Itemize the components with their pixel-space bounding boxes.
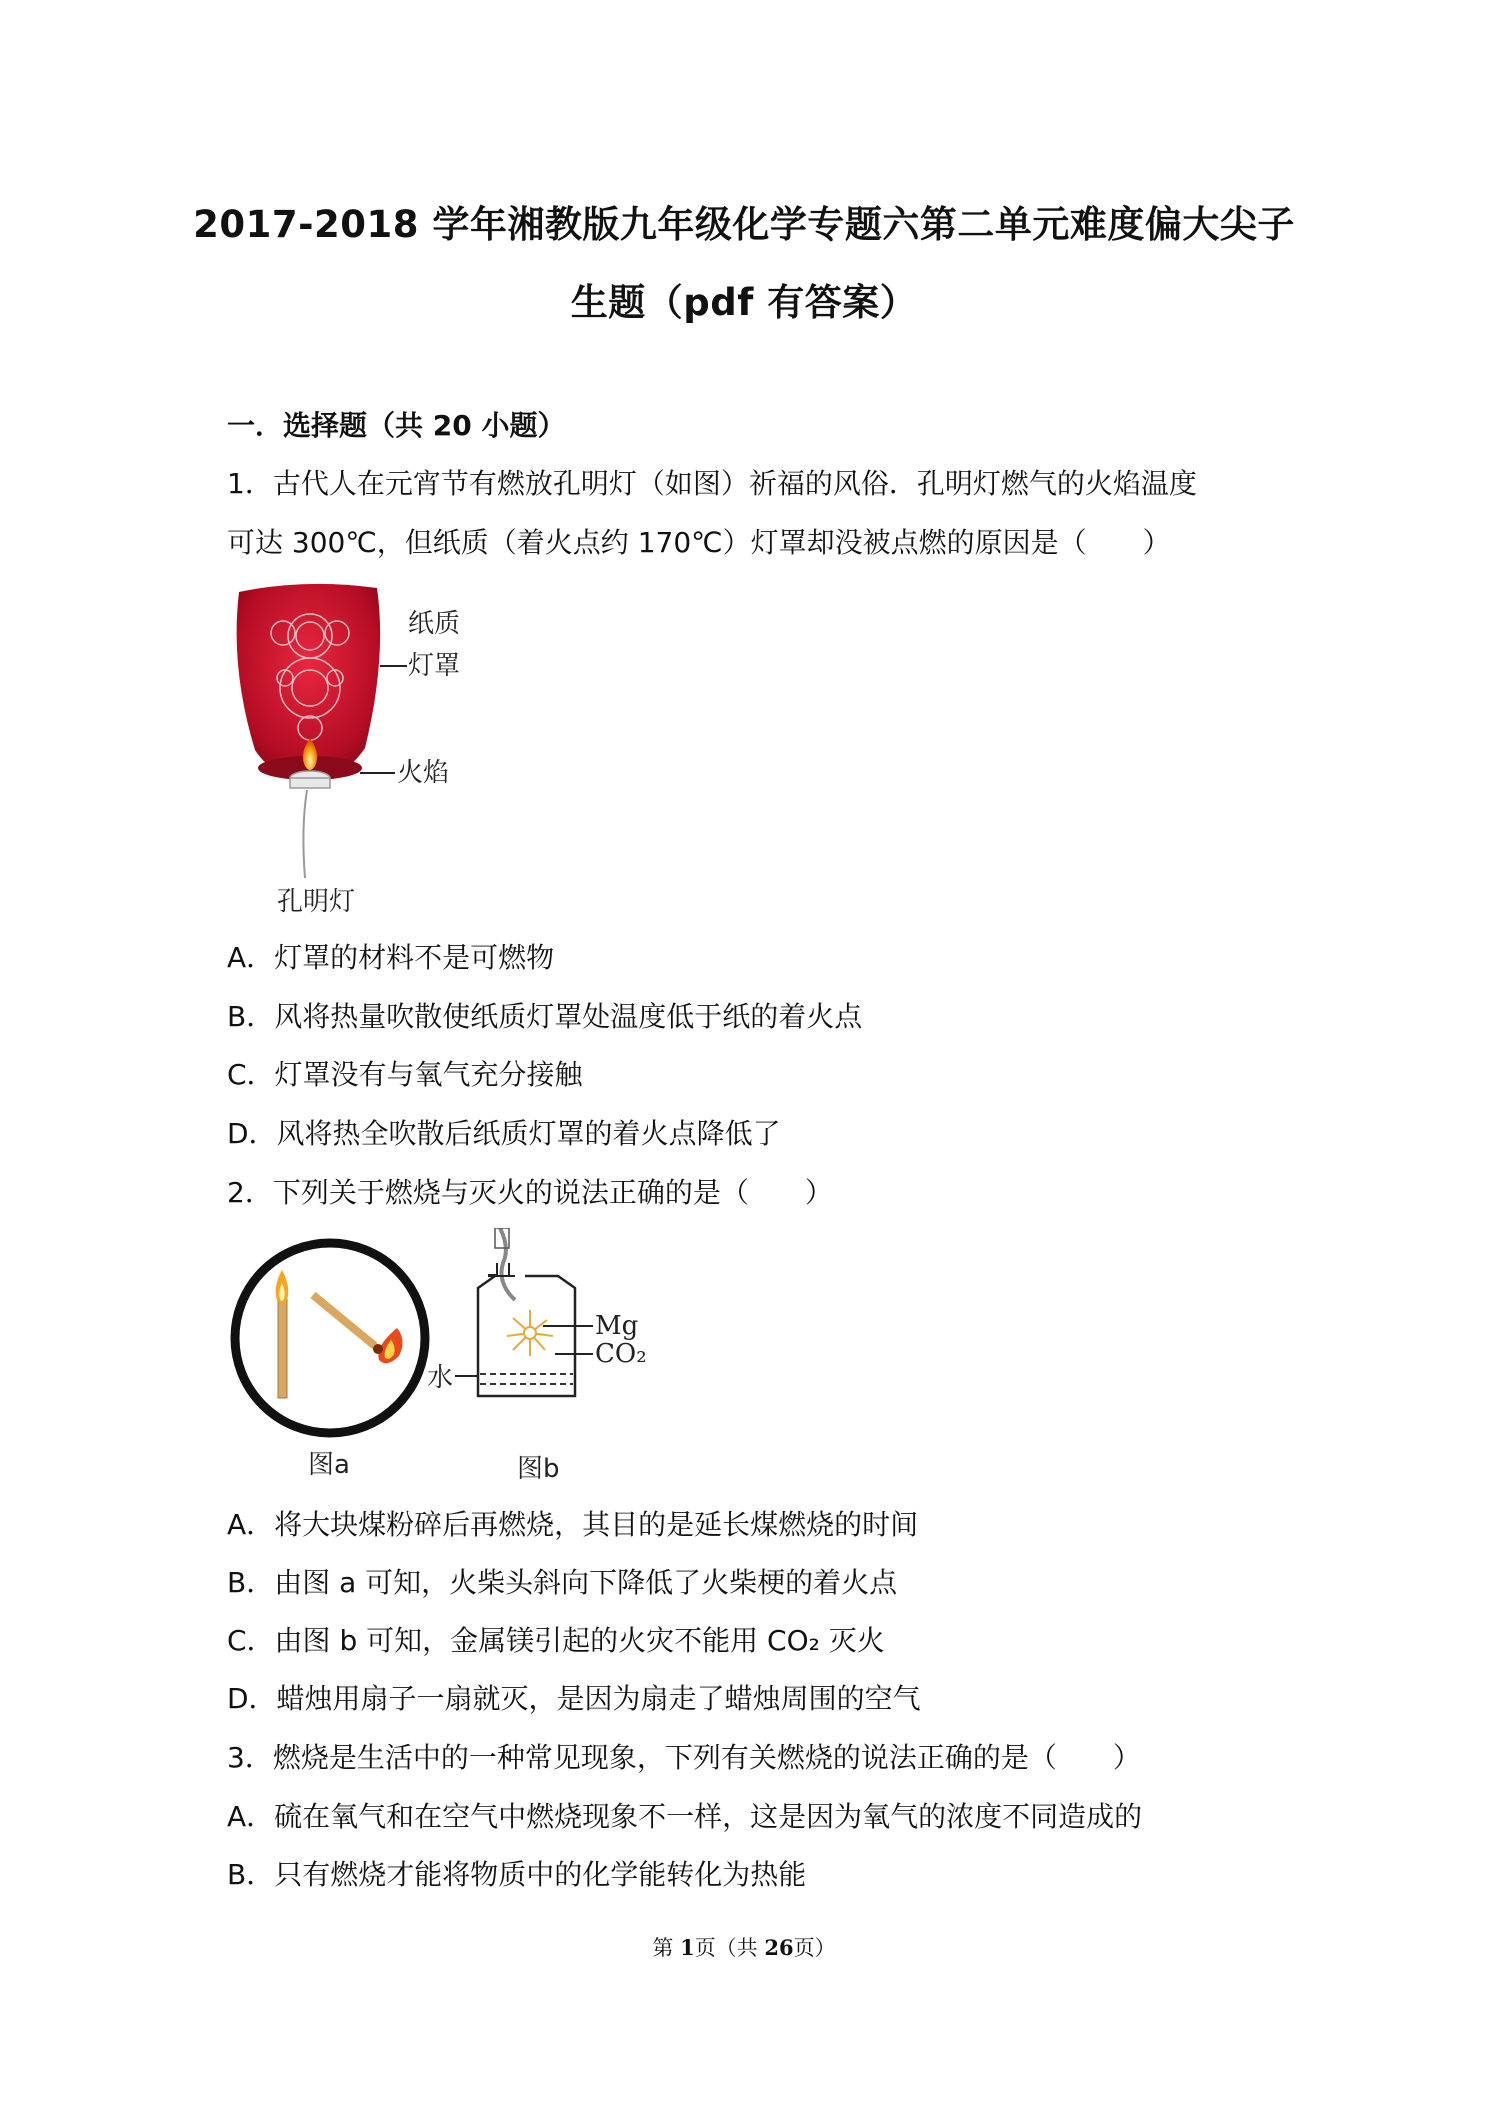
sky-lantern-figure bbox=[225, 578, 495, 918]
document-title-line2: 生题（pdf 有答案） bbox=[570, 281, 918, 324]
caption-a: 图a bbox=[308, 1450, 350, 1480]
label-paper-1: 纸质 bbox=[408, 609, 461, 639]
q2-option-d: D．蜡烛用扇子一扇就灭，是因为扇走了蜡烛周围的空气 bbox=[227, 1682, 921, 1715]
q3-option-b: B．只有燃烧才能将物质中的化学能转化为热能 bbox=[227, 1858, 807, 1891]
q1-stem-line1: 1．古代人在元宵节有燃放孔明灯（如图）祈福的风俗．孔明灯燃气的火焰温度 bbox=[227, 467, 1197, 500]
caption-b: 图b bbox=[517, 1454, 560, 1484]
label-co2: CO₂ bbox=[595, 1339, 647, 1369]
page-footer bbox=[0, 1932, 1488, 1962]
label-lantern: 孔明灯 bbox=[277, 887, 356, 917]
q1-option-b: B．风将热量吹散使纸质灯罩处温度低于纸的着火点 bbox=[227, 1000, 863, 1033]
fire-experiments-figure bbox=[225, 1228, 655, 1490]
footer-total-pages: 26 bbox=[764, 1935, 794, 1960]
q2-option-a: A．将大块煤粉碎后再燃烧，其目的是延长煤燃烧的时间 bbox=[227, 1508, 919, 1541]
q1-option-a: A．灯罩的材料不是可燃物 bbox=[227, 941, 555, 974]
document-title-line1: 2017-2018 学年湘教版九年级化学专题六第二单元难度偏大尖子 bbox=[193, 203, 1295, 246]
footer-prefix: 第 bbox=[652, 1936, 681, 1960]
q2-option-b: B．由图 a 可知，火柴头斜向下降低了火柴梗的着火点 bbox=[227, 1566, 898, 1599]
label-mg: Mg bbox=[595, 1311, 639, 1341]
q2-option-c: C．由图 b 可知，金属镁引起的火灾不能用 CO₂ 灭火 bbox=[227, 1624, 885, 1657]
q2-stem: 2．下列关于燃烧与灭火的说法正确的是（ ） bbox=[227, 1176, 833, 1209]
section-heading: 一．选择题（共 20 小题） bbox=[227, 409, 566, 442]
q3-stem: 3．燃烧是生活中的一种常见现象，下列有关燃烧的说法正确的是（ ） bbox=[227, 1741, 1141, 1774]
footer-middle: 页（共 bbox=[694, 1936, 765, 1960]
q1-option-d: D．风将热全吹散后纸质灯罩的着火点降低了 bbox=[227, 1117, 781, 1150]
q1-stem-line2: 可达 300℃，但纸质（着火点约 170℃）灯罩却没被点燃的原因是（ ） bbox=[227, 526, 1171, 559]
q1-option-c: C．灯罩没有与氧气充分接触 bbox=[227, 1058, 583, 1091]
footer-page-number: 1 bbox=[680, 1935, 695, 1960]
footer-suffix: 页） bbox=[793, 1936, 836, 1960]
q3-option-a: A．硫在氧气和在空气中燃烧现象不一样，这是因为氧气的浓度不同造成的 bbox=[227, 1800, 1143, 1833]
label-water: 水 bbox=[427, 1363, 454, 1393]
label-flame: 火焰 bbox=[397, 758, 450, 788]
label-paper-2: 灯罩 bbox=[408, 651, 461, 681]
